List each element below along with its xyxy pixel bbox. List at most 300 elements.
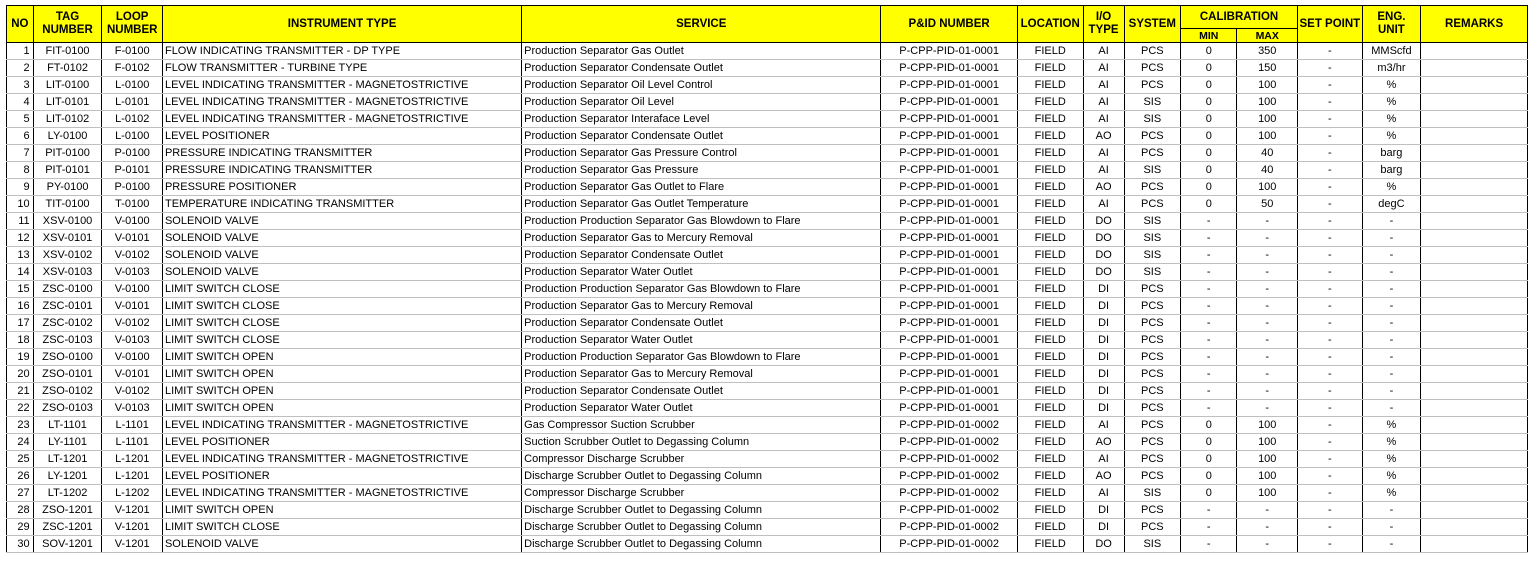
cell-service: Production Separator Condensate Outlet <box>522 383 881 400</box>
cell-instrument-type: LEVEL INDICATING TRANSMITTER - MAGNETOSTRICTIVE <box>162 451 521 468</box>
cell-tag-number: LY-1101 <box>33 434 102 451</box>
cell-service: Production Separator Condensate Outlet <box>522 60 881 77</box>
cell-no: 9 <box>7 179 34 196</box>
cell-eng-unit: - <box>1362 298 1421 315</box>
cell-pid-number: P-CPP-PID-01-0001 <box>881 60 1018 77</box>
cell-tag-number: FIT-0100 <box>33 43 102 60</box>
cell-service: Discharge Scrubber Outlet to Degassing Column <box>522 519 881 536</box>
cell-eng-unit: % <box>1362 111 1421 128</box>
cell-loop-number: V-0101 <box>102 366 163 383</box>
cell-io-type: DI <box>1083 502 1124 519</box>
cell-remarks <box>1421 332 1528 349</box>
cell-eng-unit: - <box>1362 332 1421 349</box>
cell-remarks <box>1421 383 1528 400</box>
cell-tag-number: ZSO-0101 <box>33 366 102 383</box>
cell-location: FIELD <box>1017 349 1083 366</box>
cell-service: Production Separator Water Outlet <box>522 400 881 417</box>
cell-io-type: AI <box>1083 111 1124 128</box>
cell-tag-number: XSV-0102 <box>33 247 102 264</box>
cell-system: SIS <box>1124 264 1180 281</box>
cell-pid-number: P-CPP-PID-01-0001 <box>881 332 1018 349</box>
cell-tag-number: ZSO-0100 <box>33 349 102 366</box>
cell-remarks <box>1421 502 1528 519</box>
cell-set-point: - <box>1298 145 1363 162</box>
header-calibration-min: MIN <box>1181 29 1237 43</box>
table-row <box>7 434 1528 451</box>
cell-no: 30 <box>7 536 34 553</box>
cell-pid-number: P-CPP-PID-01-0002 <box>881 519 1018 536</box>
cell-no: 10 <box>7 196 34 213</box>
cell-location: FIELD <box>1017 536 1083 553</box>
cell-set-point: - <box>1298 400 1363 417</box>
cell-eng-unit: degC <box>1362 196 1421 213</box>
cell-service: Compressor Discharge Scrubber <box>522 451 881 468</box>
cell-loop-number: V-0100 <box>102 349 163 366</box>
cell-eng-unit: barg <box>1362 162 1421 179</box>
cell-loop-number: L-1101 <box>102 434 163 451</box>
cell-eng-unit: - <box>1362 315 1421 332</box>
cell-calibration-max: 100 <box>1237 128 1298 145</box>
cell-remarks <box>1421 43 1528 60</box>
cell-no: 11 <box>7 213 34 230</box>
cell-pid-number: P-CPP-PID-01-0002 <box>881 536 1018 553</box>
cell-set-point: - <box>1298 179 1363 196</box>
cell-loop-number: T-0100 <box>102 196 163 213</box>
cell-pid-number: P-CPP-PID-01-0001 <box>881 162 1018 179</box>
cell-tag-number: ZSO-0102 <box>33 383 102 400</box>
cell-instrument-type: SOLENOID VALVE <box>162 264 521 281</box>
header-system: SYSTEM <box>1124 6 1180 43</box>
cell-calibration-min: 0 <box>1181 111 1237 128</box>
cell-pid-number: P-CPP-PID-01-0001 <box>881 179 1018 196</box>
header-pid-number: P&ID NUMBER <box>881 6 1018 43</box>
table-row <box>7 451 1528 468</box>
cell-set-point: - <box>1298 468 1363 485</box>
cell-instrument-type: SOLENOID VALVE <box>162 536 521 553</box>
cell-eng-unit: - <box>1362 281 1421 298</box>
cell-system: PCS <box>1124 315 1180 332</box>
cell-no: 22 <box>7 400 34 417</box>
cell-no: 20 <box>7 366 34 383</box>
cell-system: PCS <box>1124 349 1180 366</box>
cell-pid-number: P-CPP-PID-01-0002 <box>881 502 1018 519</box>
cell-io-type: DI <box>1083 349 1124 366</box>
cell-location: FIELD <box>1017 332 1083 349</box>
cell-system: PCS <box>1124 417 1180 434</box>
cell-set-point: - <box>1298 536 1363 553</box>
header-eng-unit: ENG. UNIT <box>1362 6 1421 43</box>
cell-instrument-type: SOLENOID VALVE <box>162 230 521 247</box>
cell-location: FIELD <box>1017 519 1083 536</box>
cell-eng-unit: - <box>1362 366 1421 383</box>
cell-system: PCS <box>1124 128 1180 145</box>
cell-io-type: AI <box>1083 451 1124 468</box>
cell-calibration-min: - <box>1181 213 1237 230</box>
cell-io-type: DI <box>1083 400 1124 417</box>
cell-calibration-max: - <box>1237 213 1298 230</box>
cell-calibration-max: - <box>1237 536 1298 553</box>
cell-set-point: - <box>1298 383 1363 400</box>
cell-io-type: AI <box>1083 162 1124 179</box>
cell-system: PCS <box>1124 451 1180 468</box>
cell-calibration-max: - <box>1237 349 1298 366</box>
cell-instrument-type: LEVEL POSITIONER <box>162 434 521 451</box>
cell-no: 4 <box>7 94 34 111</box>
cell-set-point: - <box>1298 77 1363 94</box>
cell-instrument-type: LEVEL POSITIONER <box>162 468 521 485</box>
cell-system: PCS <box>1124 332 1180 349</box>
cell-calibration-max: 100 <box>1237 94 1298 111</box>
cell-service: Discharge Scrubber Outlet to Degassing Column <box>522 502 881 519</box>
cell-location: FIELD <box>1017 434 1083 451</box>
cell-no: 17 <box>7 315 34 332</box>
cell-no: 15 <box>7 281 34 298</box>
cell-remarks <box>1421 485 1528 502</box>
cell-instrument-type: LEVEL INDICATING TRANSMITTER - MAGNETOSTRICTIVE <box>162 111 521 128</box>
cell-pid-number: P-CPP-PID-01-0001 <box>881 230 1018 247</box>
cell-calibration-max: - <box>1237 264 1298 281</box>
cell-system: PCS <box>1124 400 1180 417</box>
table-row <box>7 213 1528 230</box>
cell-system: SIS <box>1124 162 1180 179</box>
cell-set-point: - <box>1298 196 1363 213</box>
cell-location: FIELD <box>1017 111 1083 128</box>
cell-loop-number: P-0100 <box>102 145 163 162</box>
cell-remarks <box>1421 264 1528 281</box>
cell-eng-unit: - <box>1362 383 1421 400</box>
header-calibration: CALIBRATION <box>1181 6 1298 29</box>
cell-loop-number: V-0100 <box>102 281 163 298</box>
cell-location: FIELD <box>1017 213 1083 230</box>
cell-calibration-max: - <box>1237 519 1298 536</box>
table-row <box>7 60 1528 77</box>
cell-system: PCS <box>1124 434 1180 451</box>
cell-instrument-type: PRESSURE POSITIONER <box>162 179 521 196</box>
cell-calibration-max: - <box>1237 502 1298 519</box>
table-row <box>7 196 1528 213</box>
cell-loop-number: F-0102 <box>102 60 163 77</box>
cell-system: PCS <box>1124 60 1180 77</box>
cell-tag-number: TIT-0100 <box>33 196 102 213</box>
cell-calibration-min: - <box>1181 332 1237 349</box>
cell-calibration-min: - <box>1181 281 1237 298</box>
cell-instrument-type: LIMIT SWITCH CLOSE <box>162 332 521 349</box>
table-row <box>7 94 1528 111</box>
table-row <box>7 298 1528 315</box>
table-row <box>7 519 1528 536</box>
cell-instrument-type: SOLENOID VALVE <box>162 213 521 230</box>
cell-set-point: - <box>1298 417 1363 434</box>
cell-set-point: - <box>1298 502 1363 519</box>
cell-remarks <box>1421 230 1528 247</box>
cell-io-type: AI <box>1083 196 1124 213</box>
cell-calibration-max: - <box>1237 400 1298 417</box>
cell-loop-number: V-0103 <box>102 332 163 349</box>
cell-loop-number: V-0102 <box>102 383 163 400</box>
cell-system: PCS <box>1124 43 1180 60</box>
cell-location: FIELD <box>1017 451 1083 468</box>
cell-service: Suction Scrubber Outlet to Degassing Column <box>522 434 881 451</box>
cell-system: PCS <box>1124 468 1180 485</box>
cell-io-type: DO <box>1083 213 1124 230</box>
cell-system: SIS <box>1124 94 1180 111</box>
cell-loop-number: V-0101 <box>102 298 163 315</box>
cell-remarks <box>1421 536 1528 553</box>
cell-eng-unit: - <box>1362 349 1421 366</box>
cell-location: FIELD <box>1017 196 1083 213</box>
cell-system: SIS <box>1124 111 1180 128</box>
cell-location: FIELD <box>1017 43 1083 60</box>
cell-calibration-min: - <box>1181 383 1237 400</box>
instrument-index-table <box>6 5 1528 553</box>
cell-service: Production Separator Gas Pressure <box>522 162 881 179</box>
table-body <box>7 43 1528 553</box>
cell-calibration-min: 0 <box>1181 60 1237 77</box>
cell-io-type: AI <box>1083 145 1124 162</box>
cell-instrument-type: LIMIT SWITCH OPEN <box>162 383 521 400</box>
cell-remarks <box>1421 315 1528 332</box>
cell-system: SIS <box>1124 247 1180 264</box>
table-row <box>7 502 1528 519</box>
cell-tag-number: ZSC-0103 <box>33 332 102 349</box>
cell-tag-number: LT-1202 <box>33 485 102 502</box>
cell-no: 13 <box>7 247 34 264</box>
cell-pid-number: P-CPP-PID-01-0002 <box>881 417 1018 434</box>
cell-no: 23 <box>7 417 34 434</box>
cell-instrument-type: PRESSURE INDICATING TRANSMITTER <box>162 162 521 179</box>
cell-instrument-type: LEVEL INDICATING TRANSMITTER - MAGNETOSTRICTIVE <box>162 94 521 111</box>
cell-location: FIELD <box>1017 366 1083 383</box>
cell-calibration-max: - <box>1237 315 1298 332</box>
cell-tag-number: FT-0102 <box>33 60 102 77</box>
cell-io-type: AO <box>1083 434 1124 451</box>
cell-no: 3 <box>7 77 34 94</box>
cell-remarks <box>1421 247 1528 264</box>
cell-set-point: - <box>1298 451 1363 468</box>
cell-no: 1 <box>7 43 34 60</box>
cell-loop-number: V-1201 <box>102 519 163 536</box>
table-row <box>7 145 1528 162</box>
cell-eng-unit: - <box>1362 264 1421 281</box>
cell-service: Compressor Discharge Scrubber <box>522 485 881 502</box>
cell-calibration-min: - <box>1181 230 1237 247</box>
cell-service: Discharge Scrubber Outlet to Degassing Column <box>522 468 881 485</box>
cell-calibration-min: - <box>1181 298 1237 315</box>
cell-loop-number: L-1101 <box>102 417 163 434</box>
cell-system: PCS <box>1124 519 1180 536</box>
cell-loop-number: V-0101 <box>102 230 163 247</box>
cell-calibration-min: - <box>1181 349 1237 366</box>
cell-instrument-type: FLOW TRANSMITTER - TURBINE TYPE <box>162 60 521 77</box>
cell-instrument-type: LEVEL INDICATING TRANSMITTER - MAGNETOSTRICTIVE <box>162 485 521 502</box>
cell-tag-number: PY-0100 <box>33 179 102 196</box>
cell-location: FIELD <box>1017 145 1083 162</box>
cell-system: PCS <box>1124 383 1180 400</box>
cell-io-type: AI <box>1083 77 1124 94</box>
cell-service: Production Separator Interaface Level <box>522 111 881 128</box>
cell-eng-unit: - <box>1362 230 1421 247</box>
cell-remarks <box>1421 349 1528 366</box>
cell-calibration-min: - <box>1181 400 1237 417</box>
cell-calibration-max: 100 <box>1237 179 1298 196</box>
cell-service: Production Separator Water Outlet <box>522 332 881 349</box>
cell-remarks <box>1421 196 1528 213</box>
cell-eng-unit: - <box>1362 536 1421 553</box>
cell-location: FIELD <box>1017 502 1083 519</box>
cell-calibration-max: - <box>1237 383 1298 400</box>
cell-location: FIELD <box>1017 60 1083 77</box>
cell-loop-number: V-1201 <box>102 502 163 519</box>
cell-system: SIS <box>1124 536 1180 553</box>
header-tag-number: TAG NUMBER <box>33 6 102 43</box>
cell-io-type: DI <box>1083 332 1124 349</box>
cell-set-point: - <box>1298 366 1363 383</box>
cell-io-type: AI <box>1083 60 1124 77</box>
header-service: SERVICE <box>522 6 881 43</box>
cell-io-type: DO <box>1083 247 1124 264</box>
header-instrument-type: INSTRUMENT TYPE <box>162 6 521 43</box>
cell-set-point: - <box>1298 349 1363 366</box>
table-row <box>7 400 1528 417</box>
cell-service: Production Production Separator Gas Blowdown to Flare <box>522 213 881 230</box>
cell-tag-number: ZSC-0101 <box>33 298 102 315</box>
cell-loop-number: V-1201 <box>102 536 163 553</box>
cell-io-type: DO <box>1083 536 1124 553</box>
table-row <box>7 315 1528 332</box>
cell-pid-number: P-CPP-PID-01-0001 <box>881 247 1018 264</box>
cell-instrument-type: LIMIT SWITCH CLOSE <box>162 315 521 332</box>
table-row <box>7 366 1528 383</box>
cell-no: 2 <box>7 60 34 77</box>
cell-set-point: - <box>1298 111 1363 128</box>
cell-remarks <box>1421 519 1528 536</box>
table-row <box>7 536 1528 553</box>
cell-location: FIELD <box>1017 77 1083 94</box>
cell-remarks <box>1421 298 1528 315</box>
cell-system: PCS <box>1124 145 1180 162</box>
cell-calibration-min: 0 <box>1181 417 1237 434</box>
table-header <box>7 6 1528 43</box>
cell-instrument-type: LEVEL INDICATING TRANSMITTER - MAGNETOSTRICTIVE <box>162 77 521 94</box>
table-row <box>7 77 1528 94</box>
cell-eng-unit: - <box>1362 502 1421 519</box>
cell-system: PCS <box>1124 366 1180 383</box>
cell-eng-unit: % <box>1362 485 1421 502</box>
cell-io-type: DO <box>1083 264 1124 281</box>
header-calibration-max: MAX <box>1237 29 1298 43</box>
cell-calibration-min: 0 <box>1181 196 1237 213</box>
cell-calibration-max: - <box>1237 281 1298 298</box>
cell-set-point: - <box>1298 519 1363 536</box>
table-row <box>7 179 1528 196</box>
cell-service: Production Separator Gas Pressure Control <box>522 145 881 162</box>
header-no: NO <box>7 6 34 43</box>
cell-loop-number: V-0102 <box>102 315 163 332</box>
cell-calibration-max: 100 <box>1237 434 1298 451</box>
cell-location: FIELD <box>1017 468 1083 485</box>
cell-no: 21 <box>7 383 34 400</box>
cell-pid-number: P-CPP-PID-01-0001 <box>881 43 1018 60</box>
cell-remarks <box>1421 451 1528 468</box>
cell-io-type: DI <box>1083 315 1124 332</box>
cell-tag-number: XSV-0103 <box>33 264 102 281</box>
cell-calibration-max: 40 <box>1237 162 1298 179</box>
cell-no: 18 <box>7 332 34 349</box>
cell-pid-number: P-CPP-PID-01-0001 <box>881 315 1018 332</box>
cell-tag-number: ZSC-0100 <box>33 281 102 298</box>
cell-service: Production Separator Gas to Mercury Removal <box>522 366 881 383</box>
cell-set-point: - <box>1298 230 1363 247</box>
table-row <box>7 264 1528 281</box>
cell-loop-number: L-1202 <box>102 485 163 502</box>
cell-pid-number: P-CPP-PID-01-0001 <box>881 128 1018 145</box>
cell-no: 14 <box>7 264 34 281</box>
cell-loop-number: F-0100 <box>102 43 163 60</box>
cell-io-type: AO <box>1083 128 1124 145</box>
cell-loop-number: L-0102 <box>102 111 163 128</box>
cell-loop-number: V-0103 <box>102 264 163 281</box>
cell-tag-number: LIT-0100 <box>33 77 102 94</box>
table-row <box>7 111 1528 128</box>
cell-calibration-min: - <box>1181 519 1237 536</box>
cell-location: FIELD <box>1017 162 1083 179</box>
cell-calibration-min: 0 <box>1181 179 1237 196</box>
cell-calibration-min: - <box>1181 315 1237 332</box>
table-row <box>7 230 1528 247</box>
cell-calibration-max: - <box>1237 298 1298 315</box>
cell-tag-number: LT-1201 <box>33 451 102 468</box>
cell-location: FIELD <box>1017 179 1083 196</box>
cell-no: 29 <box>7 519 34 536</box>
cell-tag-number: PIT-0101 <box>33 162 102 179</box>
table-row <box>7 281 1528 298</box>
header-set-point: SET POINT <box>1298 6 1363 43</box>
cell-no: 27 <box>7 485 34 502</box>
cell-set-point: - <box>1298 264 1363 281</box>
cell-set-point: - <box>1298 298 1363 315</box>
cell-location: FIELD <box>1017 281 1083 298</box>
cell-system: PCS <box>1124 196 1180 213</box>
cell-calibration-max: 100 <box>1237 77 1298 94</box>
cell-pid-number: P-CPP-PID-01-0001 <box>881 298 1018 315</box>
cell-instrument-type: LIMIT SWITCH OPEN <box>162 400 521 417</box>
cell-instrument-type: LIMIT SWITCH OPEN <box>162 349 521 366</box>
cell-eng-unit: % <box>1362 468 1421 485</box>
cell-service: Production Separator Gas Outlet to Flare <box>522 179 881 196</box>
cell-remarks <box>1421 400 1528 417</box>
cell-eng-unit: % <box>1362 451 1421 468</box>
table-row <box>7 383 1528 400</box>
table-row <box>7 485 1528 502</box>
cell-location: FIELD <box>1017 485 1083 502</box>
cell-loop-number: L-1201 <box>102 451 163 468</box>
cell-calibration-max: 40 <box>1237 145 1298 162</box>
cell-system: PCS <box>1124 281 1180 298</box>
cell-io-type: DO <box>1083 230 1124 247</box>
cell-pid-number: P-CPP-PID-01-0001 <box>881 383 1018 400</box>
cell-pid-number: P-CPP-PID-01-0001 <box>881 196 1018 213</box>
cell-remarks <box>1421 434 1528 451</box>
cell-calibration-min: 0 <box>1181 43 1237 60</box>
cell-remarks <box>1421 417 1528 434</box>
cell-remarks <box>1421 468 1528 485</box>
cell-no: 6 <box>7 128 34 145</box>
cell-calibration-max: 150 <box>1237 60 1298 77</box>
cell-remarks <box>1421 366 1528 383</box>
cell-service: Production Separator Condensate Outlet <box>522 315 881 332</box>
cell-io-type: AI <box>1083 94 1124 111</box>
cell-calibration-min: 0 <box>1181 94 1237 111</box>
